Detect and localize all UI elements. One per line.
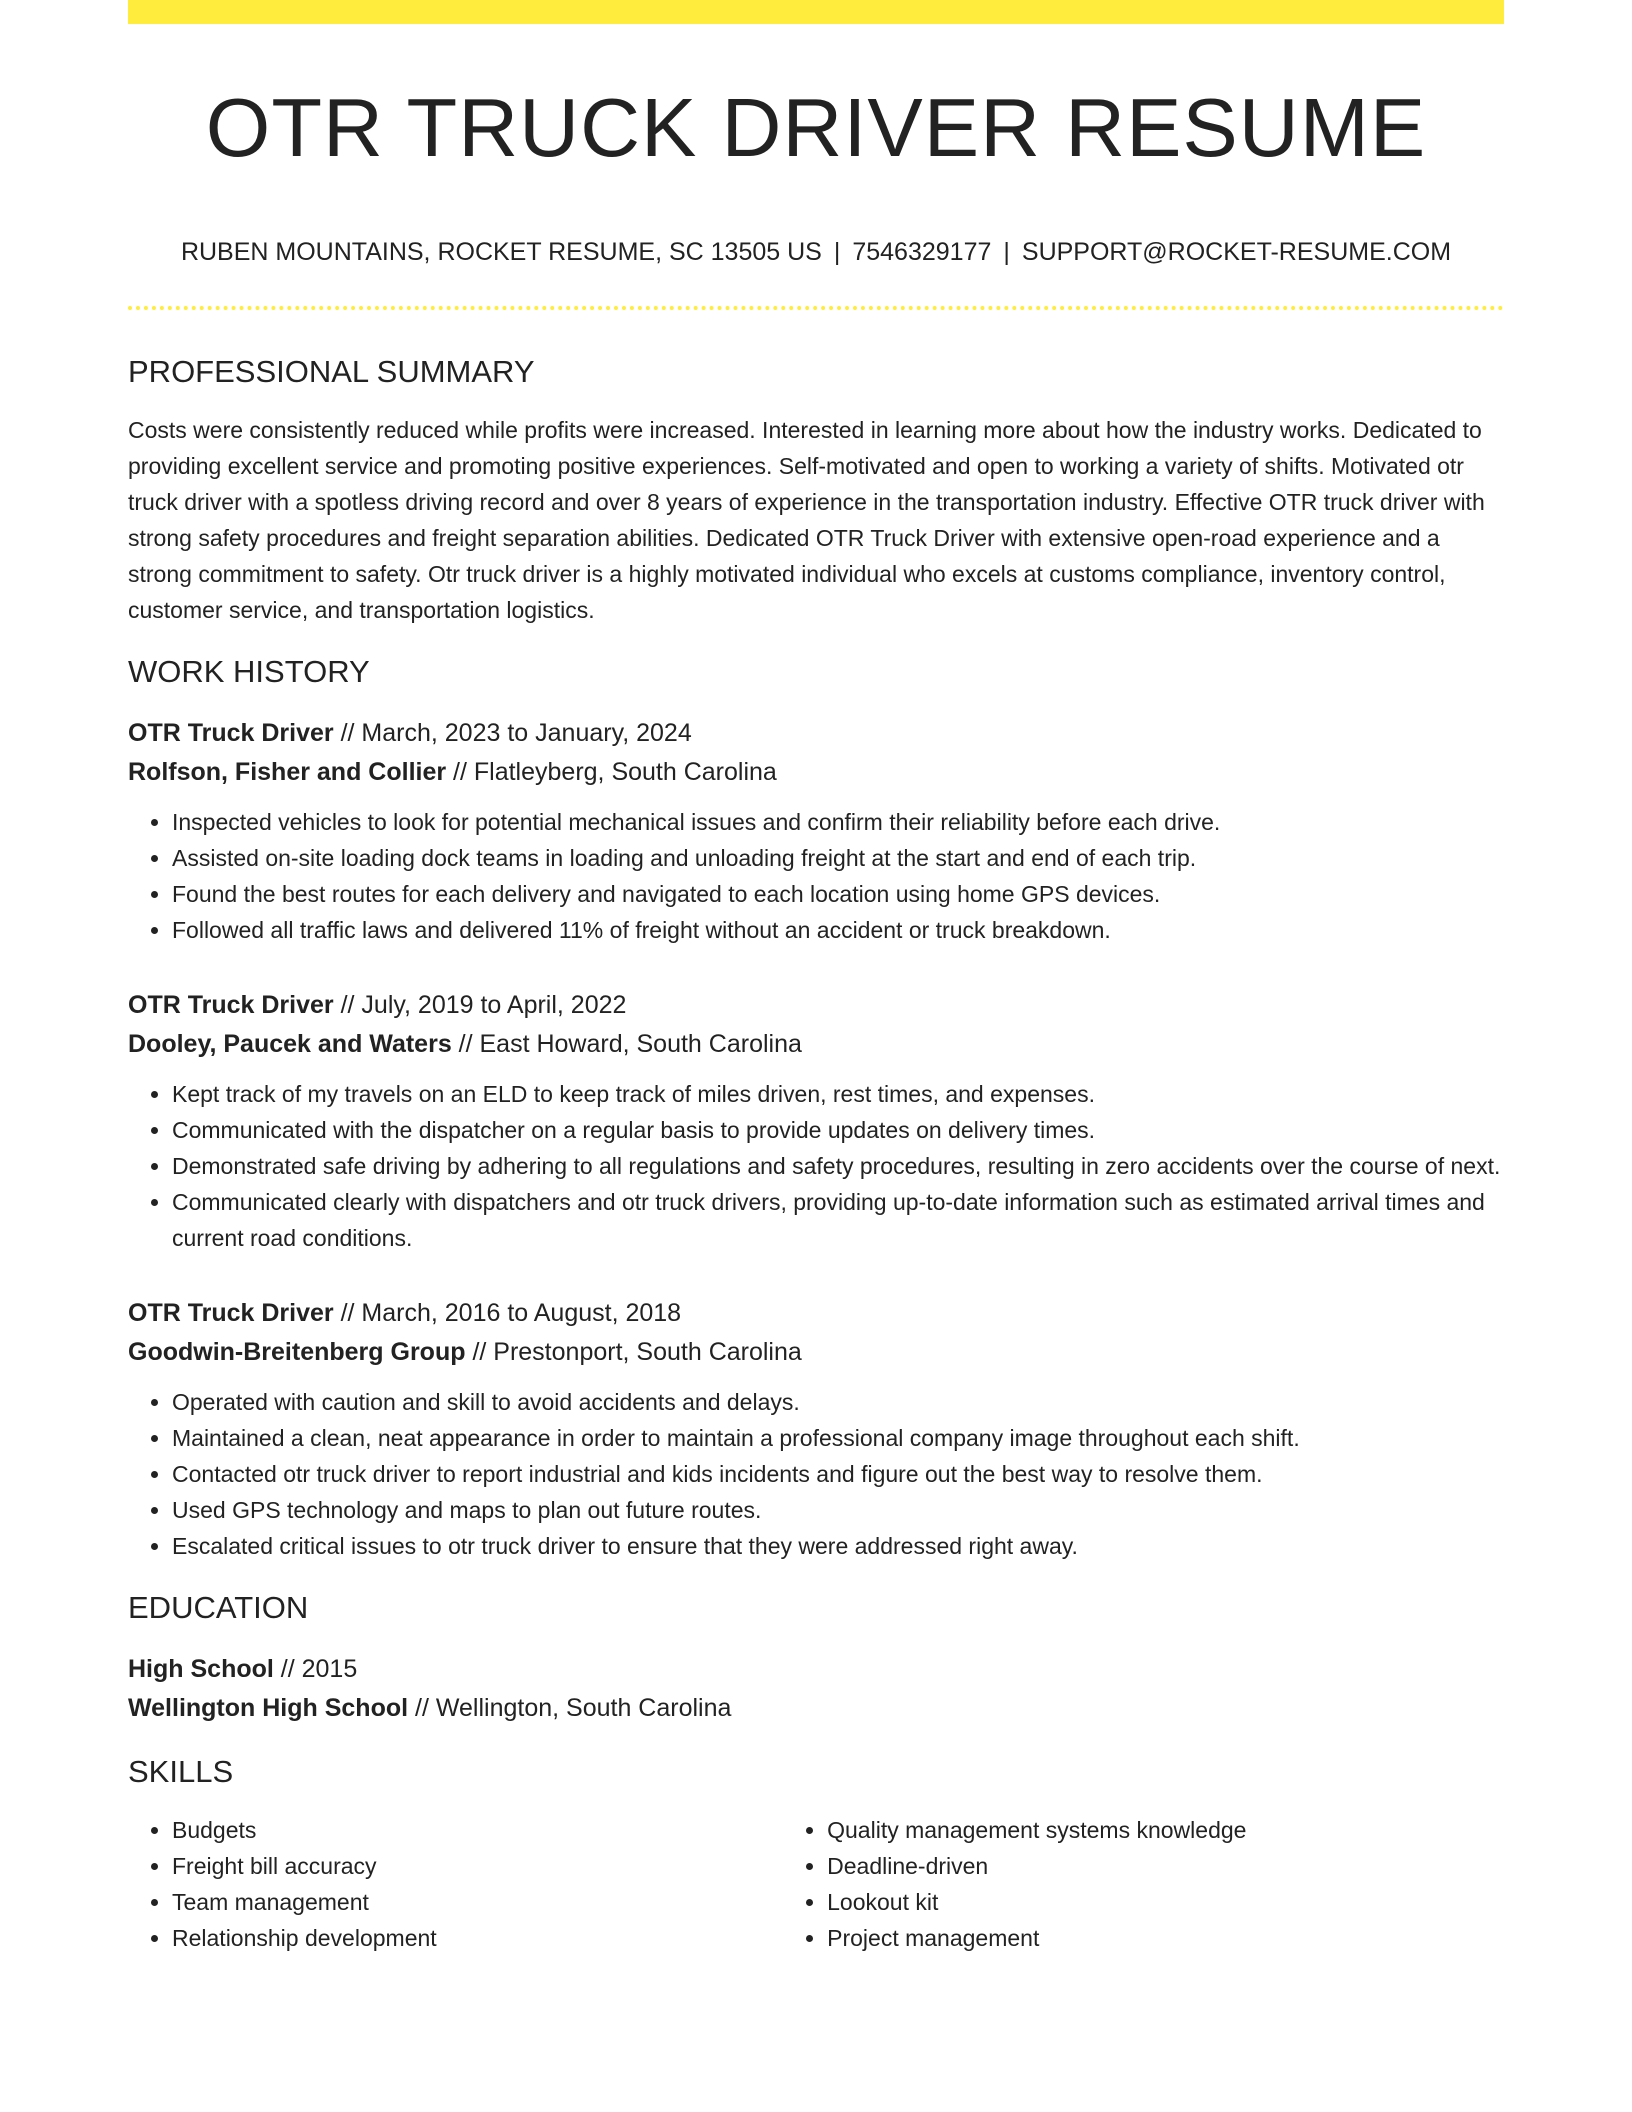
work-history-heading: WORK HISTORY — [128, 654, 370, 689]
job-entry — [128, 986, 1504, 1256]
skill-item: • Lookout kit — [827, 1884, 1504, 1920]
skill-item: • Quality management systems knowledge — [827, 1812, 1504, 1848]
job-title-line — [128, 986, 1504, 1025]
job-title: OTR Truck Driver — [128, 719, 334, 747]
job-location: // Prestonport, South Carolina — [465, 1338, 802, 1366]
job-dates: // July, 2019 to April, 2022 — [333, 991, 627, 1019]
job-bullets — [128, 1076, 1504, 1256]
skill-item: • Freight bill accuracy — [172, 1848, 783, 1884]
resume-content — [128, 352, 1504, 1956]
skill-item: • Project management — [827, 1920, 1504, 1956]
contact-phone: 7546329177 — [852, 238, 992, 266]
job-title-line — [128, 714, 1504, 753]
job-bullet: • Maintained a clean, neat appearance in order to maintain a professional company image throughout each shift. — [172, 1420, 1504, 1456]
job-bullets — [128, 1384, 1504, 1564]
top-accent-bar — [128, 0, 1504, 24]
job-company: Goodwin-Breitenberg Group — [128, 1338, 466, 1366]
education-degree-line — [128, 1650, 1504, 1689]
job-bullet: • Operated with caution and skill to avoid accidents and delays. — [172, 1384, 1504, 1420]
job-dates: // March, 2023 to January, 2024 — [333, 719, 692, 747]
education-heading: EDUCATION — [128, 1590, 309, 1625]
job-bullet: • Contacted otr truck driver to report industrial and kids incidents and figure out the best way to resolve them. — [172, 1456, 1504, 1492]
job-entry — [128, 1294, 1504, 1564]
job-bullet: • Inspected vehicles to look for potential mechanical issues and confirm their reliability before each drive. — [172, 804, 1504, 840]
skills-list — [128, 1812, 1504, 1956]
contact-separator: | — [833, 238, 841, 266]
job-bullet: • Demonstrated safe driving by adhering to all regulations and safety procedures, resulting in zero accidents over the course of next. — [172, 1148, 1504, 1184]
job-title: OTR Truck Driver — [128, 1299, 334, 1327]
job-bullet: • Communicated with the dispatcher on a regular basis to provide updates on delivery times. — [172, 1112, 1504, 1148]
education-location: // Wellington, South Carolina — [408, 1694, 732, 1722]
job-bullet: • Used GPS technology and maps to plan out future routes. — [172, 1492, 1504, 1528]
job-bullet: • Escalated critical issues to otr truck driver to ensure that they were addressed right away. — [172, 1528, 1504, 1564]
skill-item: • Team management — [172, 1884, 783, 1920]
education-school: Wellington High School — [128, 1694, 409, 1722]
skill-item: • Budgets — [172, 1812, 783, 1848]
skills-heading: SKILLS — [128, 1754, 234, 1789]
summary-heading: PROFESSIONAL SUMMARY — [128, 354, 535, 389]
job-bullet: • Kept track of my travels on an ELD to keep track of miles driven, rest times, and expenses. — [172, 1076, 1504, 1112]
job-dates: // March, 2016 to August, 2018 — [333, 1299, 682, 1327]
job-location: // East Howard, South Carolina — [451, 1030, 802, 1058]
education-entry — [128, 1650, 1504, 1728]
job-bullet: • Followed all traffic laws and delivered 11% of freight without an accident or truck breakdown. — [172, 912, 1504, 948]
contact-line — [128, 236, 1504, 268]
education-year: // 2015 — [273, 1655, 358, 1683]
header-divider — [128, 306, 1504, 310]
skills-column-left — [128, 1812, 783, 1956]
summary-text: Costs were consistently reduced while profits were increased. Interested in learning more about how the industry works. Dedicated to providing excellent service and promoting positive experiences. Self-motivated and open to working a variety of shifts. Motivated otr truck driver with a spotless driving record and over 8 years of experience in the transportation industry. Effective OTR truck driver with strong safety procedures and freight separation abilities. Dedicated OTR Truck Driver with extensive open-road experience and a strong commitment to safety. Otr truck driver is a highly motivated individual who excels at customs compliance, inventory control, customer service, and transportation logistics. — [128, 417, 1485, 623]
job-company: Rolfson, Fisher and Collier — [128, 758, 447, 786]
resume-title: OTR TRUCK DRIVER RESUME — [205, 81, 1427, 174]
job-company-line — [128, 753, 1504, 792]
job-bullet: • Found the best routes for each delivery and navigated to each location using home GPS devices. — [172, 876, 1504, 912]
contact-address: RUBEN MOUNTAINS, ROCKET RESUME, SC 13505 US — [180, 238, 822, 266]
job-company-line — [128, 1025, 1504, 1064]
skill-item: • Relationship development — [172, 1920, 783, 1956]
job-bullet: • Communicated clearly with dispatchers and otr truck drivers, providing up-to-date information such as estimated arrival times and current road conditions. — [172, 1184, 1504, 1256]
contact-separator: | — [1003, 238, 1010, 266]
job-company: Dooley, Paucek and Waters — [128, 1030, 452, 1058]
job-entry — [128, 714, 1504, 948]
job-bullet: • Assisted on-site loading dock teams in loading and unloading freight at the start and end of each trip. — [172, 840, 1504, 876]
skills-column-right — [783, 1812, 1504, 1956]
contact-email: SUPPORT@ROCKET-RESUME.COM — [1021, 238, 1452, 266]
skill-item: • Deadline-driven — [827, 1848, 1504, 1884]
job-company-line — [128, 1333, 1504, 1372]
education-school-line — [128, 1689, 1504, 1728]
job-title-line — [128, 1294, 1504, 1333]
job-bullets — [128, 804, 1504, 948]
job-title: OTR Truck Driver — [128, 991, 334, 1019]
job-location: // Flatleyberg, South Carolina — [446, 758, 777, 786]
education-degree: High School — [128, 1655, 274, 1683]
